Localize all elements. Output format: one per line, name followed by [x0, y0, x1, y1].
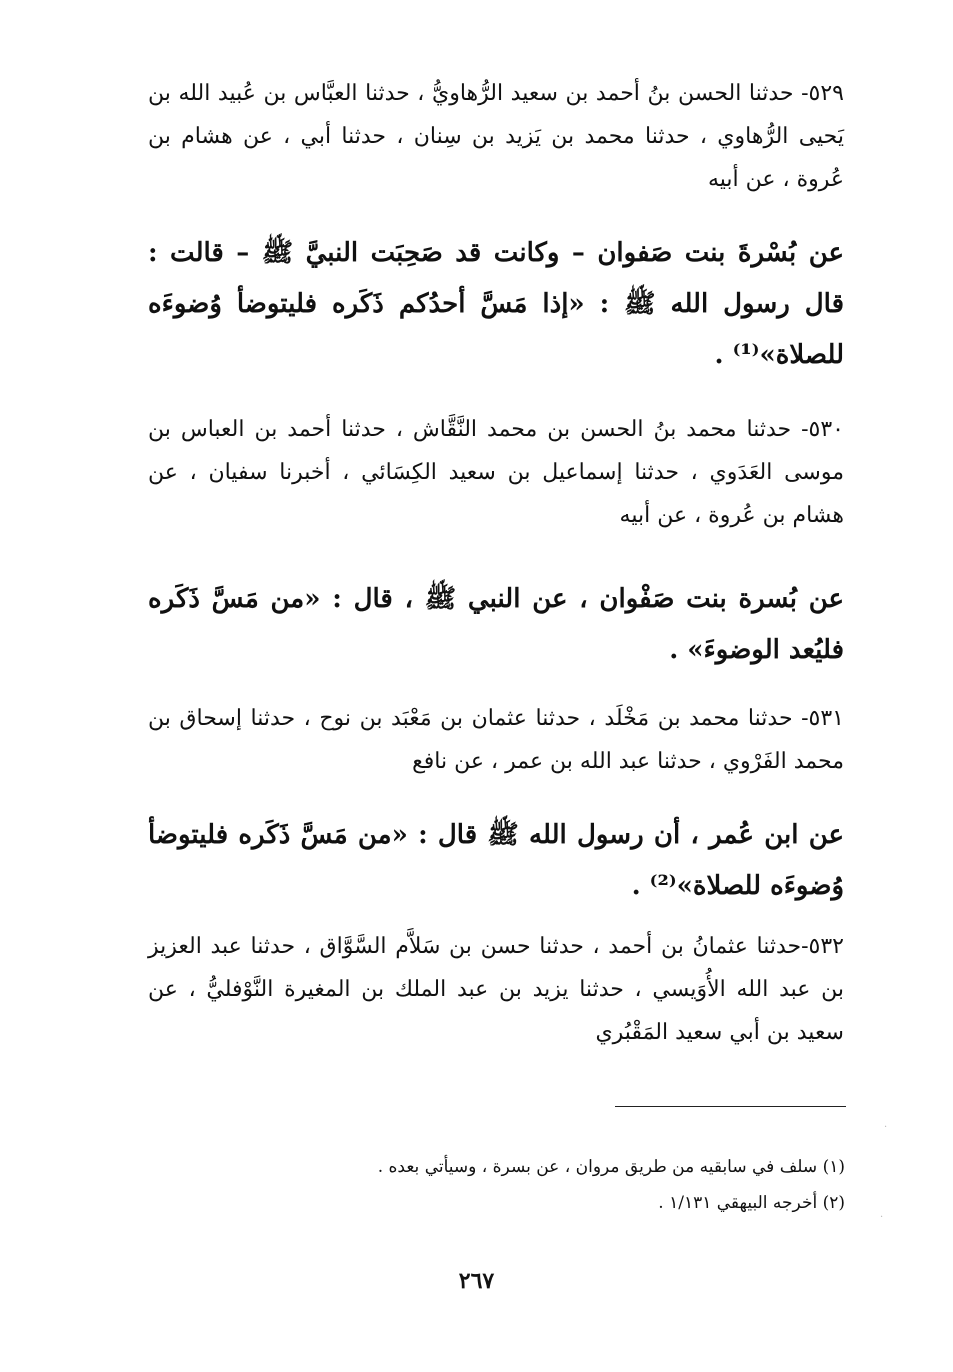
hadith-531-isnad: ٥٣١- حدثنا محمد بن مَخْلَد ، حدثنا عثمان بن مَعْبَد بن نوح ، حدثنا إسحاق بن محمد الفَرْوي ، حدثنا عبد الله بن عمر ، عن نافع — [148, 706, 844, 774]
footnote-1: (١) سلف في سابقيه من طريق مروان ، عن بسرة ، وسيأتي بعده . — [377, 1157, 845, 1177]
hadith-529-matn: عن بُسْرةَ بنت صَفوان – وكانت قد صَحِبَت النبيَّ ﷺ – قالت : قال رسول الله ﷺ : «إذا مَسَّ أحدُكم ذَكَره فليتوضأ وُضوءَه للصلاة»⁽¹⁾ . — [148, 238, 844, 370]
hadith-530-isnad: ٥٣٠- حدثنا محمد بنُ الحسن بن محمد النَّقَّاش ، حدثنا أحمد بن العباس بن موسى العَدَوي ، حدثنا إسماعيل بن سعيد الكِسَائي ، أخبرنا سفيان ، عن هشام بن عُروة ، عن أبيه — [148, 417, 844, 528]
hadith-530-matn: عن بُسرة بنت صَفْوان ، عن النبي ﷺ ، قال : «من مَسَّ ذَكَره فليُعد الوضوءَ» . — [148, 584, 844, 665]
page-number: ٢٦٧ — [458, 1268, 495, 1294]
hadith-529-isnad: ٥٢٩- حدثنا الحسن بنُ أحمد بن سعيد الرُّهاويُّ ، حدثنا العبَّاس بن عُبيد الله بن يَحيى الرُّهاوي ، حدثنا محمد بن يَزيد بن سِنان ، حدثنا أبي ، عن هشام بن عُروة ، عن أبيه — [148, 81, 844, 192]
hadith-532-isnad: ٥٣٢-حدثنا عثمانُ بن أحمد ، حدثنا حسن بن سَلاَّم السَّوَّاق ، حدثنا عبد العزيز بن عبد الله الأُوَيسي ، حدثنا يزيد بن عبد الملك بن المغيرة النَّوْفليُّ ، عن سعيد بن أبي سعيد المَقْبُري — [148, 934, 844, 1045]
scan-dot: · — [880, 1212, 884, 1223]
scan-dot: · — [884, 1122, 888, 1133]
footnote-divider — [615, 1106, 846, 1107]
footnote-2: (٢) أخرجه البيهقي ١/١٣١ . — [658, 1193, 845, 1213]
hadith-531-matn: عن ابن عُمر ، أن رسول الله ﷺ قال : «من مَسَّ ذَكَره فليتوضأ وُضوءَه للصلاة»⁽²⁾ . — [148, 820, 844, 901]
